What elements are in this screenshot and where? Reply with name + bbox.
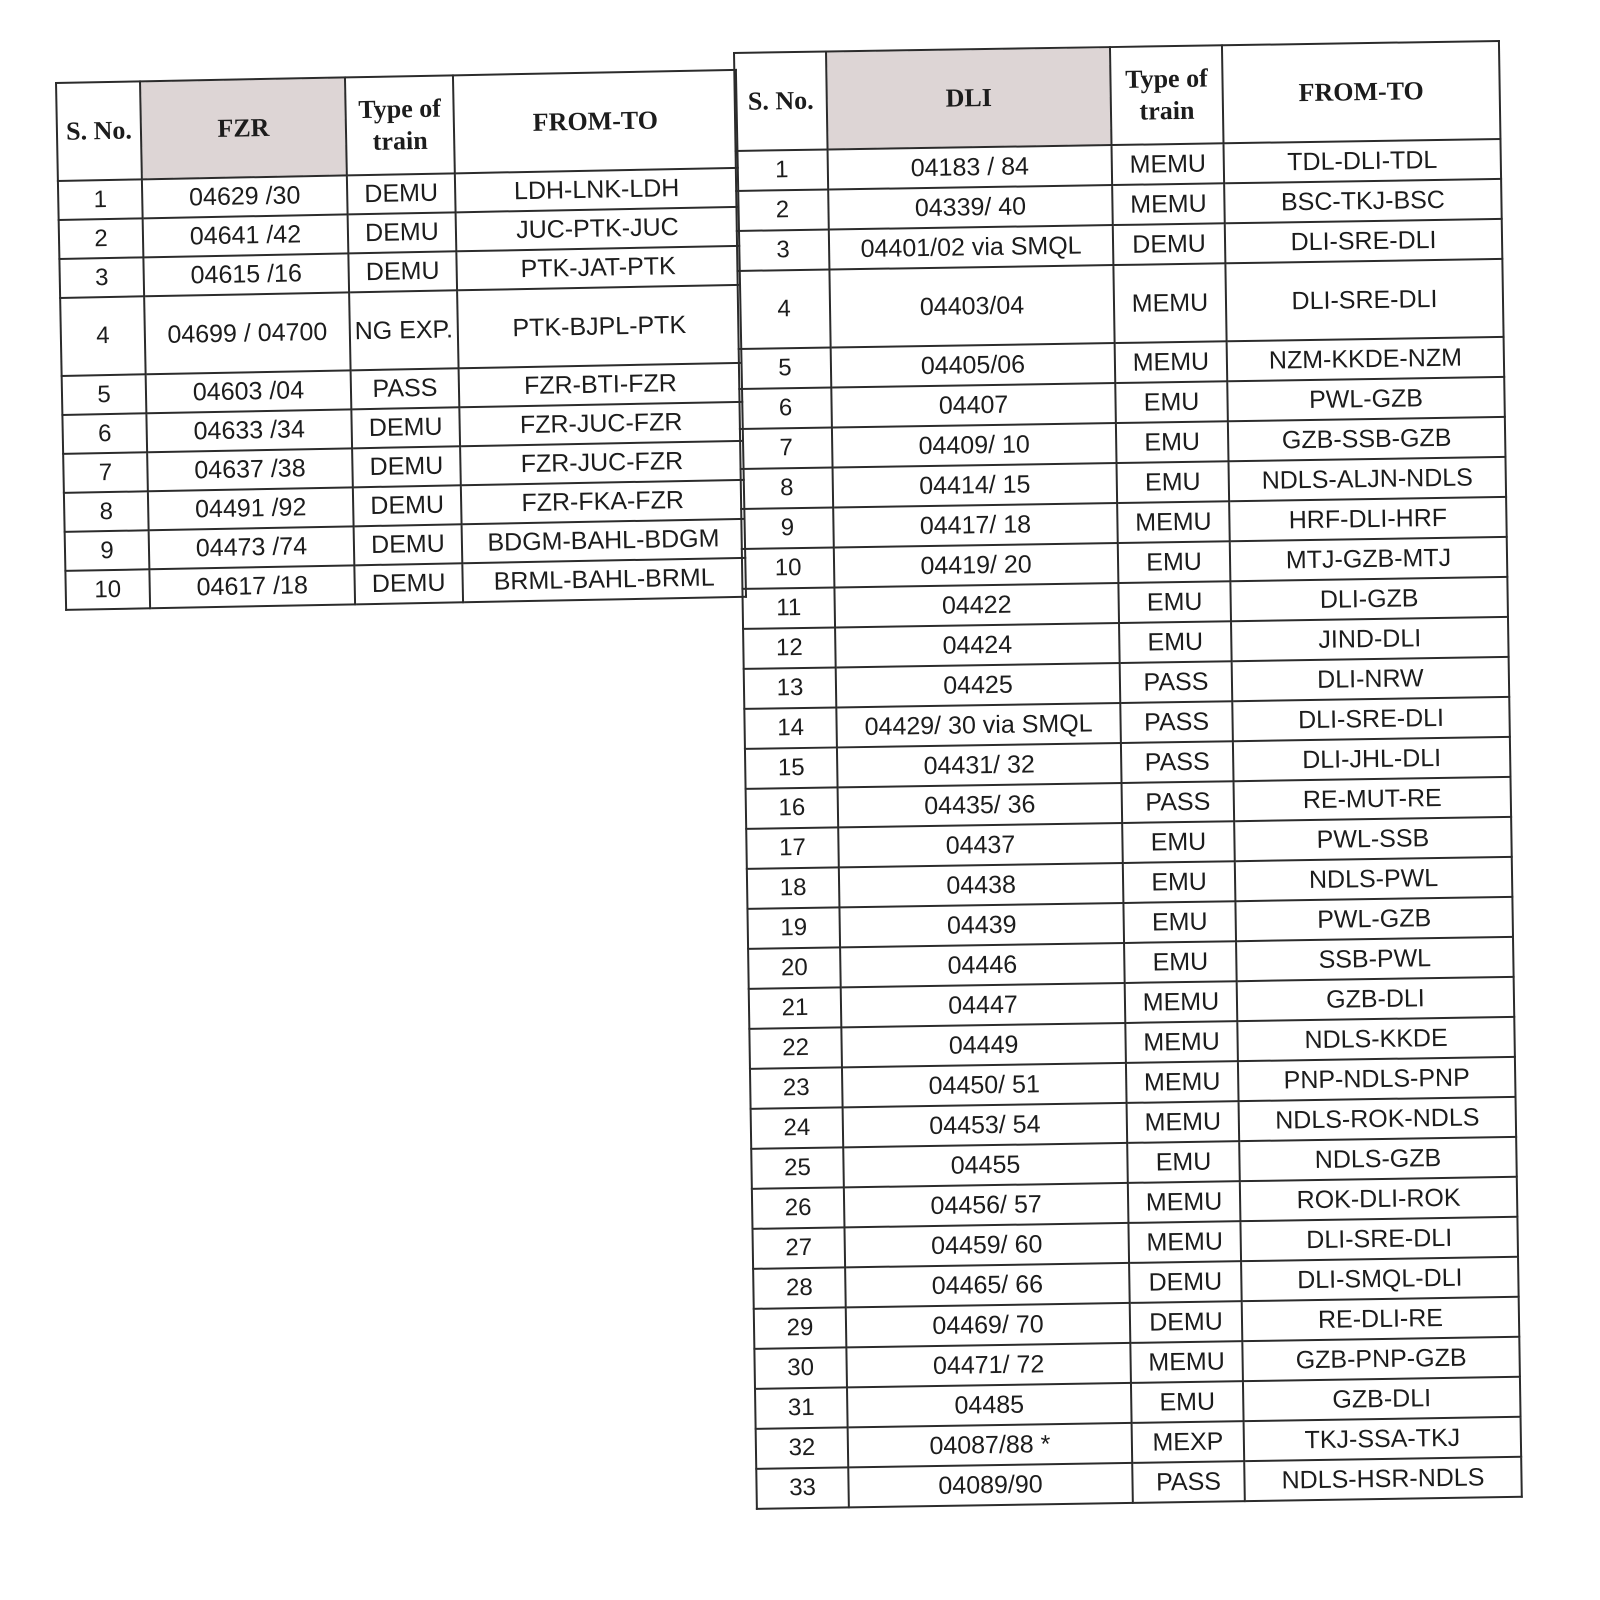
route-cell: BRML-BAHL-BRML [462,558,746,602]
serial-number-cell: 3 [737,230,830,271]
train-number-cell: 04339/ 40 [828,185,1113,229]
serial-number-cell: 1 [736,150,829,191]
train-type-cell: EMU [1124,941,1237,983]
train-number-cell: 04603 /04 [146,370,352,413]
serial-number-cell: 8 [741,467,834,508]
serial-number-cell: 2 [736,190,829,231]
train-number-cell: 04617 /18 [149,565,355,608]
serial-number-cell: 20 [748,947,841,988]
train-type-cell: DEMU [347,173,456,214]
serial-number-cell: 33 [756,1467,849,1508]
train-number-cell: 04473 /74 [149,526,355,569]
route-cell: JUC-PTK-JUC [456,207,740,251]
dli-train-table [733,40,1523,1510]
train-type-cell: MEMU [1128,1221,1241,1263]
route-cell: DLI-SMQL-DLI [1241,1257,1519,1301]
train-type-cell: PASS [1121,741,1234,783]
train-type-cell: PASS [1122,781,1235,823]
train-type-cell: EMU [1123,861,1236,903]
route-cell: DLI-SRE-DLI [1225,259,1503,341]
table-row [60,285,741,376]
serial-number-cell: 13 [744,667,837,708]
fzr-header-sno: S. No. [56,81,142,181]
route-cell: PTK-BJPL-PTK [457,285,741,368]
serial-number-cell: 10 [65,569,150,610]
train-number-cell: 04615 /16 [143,253,349,296]
train-number-cell: 04439 [839,903,1124,947]
train-number-cell: 04629 /30 [142,175,348,218]
train-number-cell: 04425 [836,663,1121,707]
train-number-cell: 04471/ 72 [846,1343,1131,1387]
serial-number-cell: 19 [747,907,840,948]
train-number-cell: 04438 [839,863,1124,907]
dli-header-type: Type of train [1110,45,1224,145]
train-number-cell: 04469/ 70 [846,1303,1131,1347]
route-cell: MTJ-GZB-MTJ [1230,537,1508,581]
route-cell: BDGM-BAHL-BDGM [462,519,746,563]
serial-number-cell: 28 [753,1267,846,1308]
serial-number-cell: 4 [737,270,830,349]
route-cell: NDLS-KKDE [1237,1017,1515,1061]
route-cell: NDLS-HSR-NDLS [1244,1457,1522,1501]
train-type-cell: EMU [1127,1141,1240,1183]
train-number-cell: 04465/ 66 [845,1263,1130,1307]
train-type-cell: MEMU [1128,1181,1241,1223]
serial-number-cell: 30 [754,1347,847,1388]
train-number-cell: 04429/ 30 via SMQL [836,703,1121,747]
route-cell: FZR-JUC-FZR [460,441,744,485]
serial-number-cell: 1 [58,179,143,220]
train-number-cell: 04403/04 [829,265,1114,347]
route-cell: HRF-DLI-HRF [1229,497,1507,541]
train-number-cell: 04456/ 57 [844,1183,1129,1227]
train-type-cell: MEMU [1112,143,1225,185]
dli-header-row [734,41,1500,151]
serial-number-cell: 16 [746,787,839,828]
serial-number-cell: 9 [65,530,150,571]
train-type-cell: EMU [1118,581,1231,623]
serial-number-cell: 29 [754,1307,847,1348]
fzr-header-type: Type of train [345,75,455,175]
train-number-cell: 04491 /92 [148,487,354,530]
route-cell: NDLS-ALJN-NDLS [1228,457,1506,501]
route-cell: GZB-PNP-GZB [1242,1337,1520,1381]
serial-number-cell: 15 [745,747,838,788]
train-number-cell: 04637 /38 [147,448,353,491]
route-cell: DLI-GZB [1230,577,1508,621]
serial-number-cell: 4 [60,296,145,376]
train-number-cell: 04422 [834,583,1119,627]
train-type-cell: DEMU [351,407,460,448]
route-cell: DLI-NRW [1232,657,1510,701]
train-number-cell: 04446 [840,943,1125,987]
train-type-cell: MEMU [1125,1021,1238,1063]
train-type-cell: MEMU [1127,1101,1240,1143]
serial-number-cell: 18 [747,867,840,908]
route-cell: TKJ-SSA-TKJ [1244,1417,1522,1461]
fzr-header-row [56,70,738,181]
route-cell: RE-MUT-RE [1234,777,1512,821]
train-number-cell: 04401/02 via SMQL [829,225,1114,269]
train-number-cell: 04485 [847,1383,1132,1427]
dli-header-division: DLI [826,47,1112,149]
train-number-cell: 04407 [831,383,1116,427]
route-cell: FZR-JUC-FZR [459,402,743,446]
fzr-header-division: FZR [140,77,347,179]
route-cell: NDLS-GZB [1239,1137,1517,1181]
train-type-cell: NG EXP. [349,290,458,370]
train-type-cell: EMU [1118,541,1231,583]
train-number-cell: 04459/ 60 [844,1223,1129,1267]
fzr-train-table [55,69,747,611]
train-number-cell: 04431/ 32 [837,743,1122,787]
train-type-cell: EMU [1131,1381,1244,1423]
route-cell: BSC-TKJ-BSC [1224,179,1502,223]
route-cell: TDL-DLI-TDL [1223,139,1501,183]
train-number-cell: 04435/ 36 [838,783,1123,827]
fzr-header-route: FROM-TO [453,70,738,173]
train-type-cell: DEMU [348,251,457,292]
train-number-cell: 04437 [838,823,1123,867]
route-cell: FZR-FKA-FZR [461,480,745,524]
dli-header-sno: S. No. [734,52,828,151]
serial-number-cell: 14 [744,707,837,748]
route-cell: DLI-SRE-DLI [1232,697,1510,741]
train-number-cell: 04414/ 15 [833,463,1118,507]
route-cell: PWL-SSB [1234,817,1512,861]
route-cell: GZB-SSB-GZB [1228,417,1506,461]
serial-number-cell: 26 [752,1187,845,1228]
route-cell: DLI-SRE-DLI [1240,1217,1518,1261]
route-cell: DLI-SRE-DLI [1225,219,1503,263]
serial-number-cell: 2 [59,218,144,259]
train-type-cell: MEXP [1132,1421,1245,1463]
route-cell: PWL-GZB [1235,897,1513,941]
train-number-cell: 04087/88 * [848,1423,1133,1467]
route-cell: NDLS-ROK-NDLS [1239,1097,1517,1141]
train-number-cell: 04417/ 18 [833,503,1118,547]
train-number-cell: 04455 [843,1143,1128,1187]
serial-number-cell: 3 [59,257,144,298]
train-type-cell: PASS [351,368,460,409]
train-number-cell: 04699 / 04700 [144,292,350,374]
serial-number-cell: 7 [740,427,833,468]
serial-number-cell: 9 [741,507,834,548]
serial-number-cell: 10 [742,547,835,588]
train-type-cell: MEMU [1115,341,1228,383]
train-type-cell: MEMU [1117,501,1230,543]
train-number-cell: 04633 /34 [146,409,352,452]
train-number-cell: 04450/ 51 [842,1063,1127,1107]
serial-number-cell: 12 [743,627,836,668]
train-type-cell: DEMU [352,446,461,487]
train-type-cell: MEMU [1125,981,1238,1023]
route-cell: ROK-DLI-ROK [1240,1177,1518,1221]
train-type-cell: DEMU [1129,1261,1242,1303]
route-cell: RE-DLI-RE [1242,1297,1520,1341]
train-type-cell: DEMU [348,212,457,253]
serial-number-cell: 25 [751,1147,844,1188]
train-type-cell: MEMU [1113,263,1226,343]
train-type-cell: DEMU [354,524,463,565]
serial-number-cell: 7 [63,452,148,493]
train-type-cell: PASS [1132,1461,1245,1503]
serial-number-cell: 32 [756,1427,849,1468]
train-type-cell: EMU [1122,821,1235,863]
route-cell: NDLS-PWL [1235,857,1513,901]
train-number-cell: 04183 / 84 [828,145,1113,189]
train-type-cell: EMU [1123,901,1236,943]
dli-header-route: FROM-TO [1222,41,1501,143]
train-type-cell: PASS [1120,701,1233,743]
train-type-cell: MEMU [1126,1061,1239,1103]
serial-number-cell: 6 [62,413,147,454]
train-type-cell: DEMU [353,485,462,526]
table-row [737,259,1503,349]
train-type-cell: PASS [1120,661,1233,703]
train-number-cell: 04449 [841,1023,1126,1067]
train-number-cell: 04453/ 54 [843,1103,1128,1147]
route-cell: JIND-DLI [1231,617,1509,661]
train-type-cell: MEMU [1130,1341,1243,1383]
train-number-cell: 04424 [835,623,1120,667]
serial-number-cell: 17 [746,827,839,868]
serial-number-cell: 8 [64,491,149,532]
train-number-cell: 04419/ 20 [834,543,1119,587]
train-type-cell: DEMU [1130,1301,1243,1343]
serial-number-cell: 27 [752,1227,845,1268]
train-number-cell: 04405/06 [831,343,1116,387]
serial-number-cell: 24 [751,1107,844,1148]
train-number-cell: 04641 /42 [143,214,349,257]
route-cell: FZR-BTI-FZR [459,363,743,407]
serial-number-cell: 21 [749,987,842,1028]
serial-number-cell: 22 [749,1027,842,1068]
serial-number-cell: 6 [739,387,832,428]
train-number-cell: 04447 [841,983,1126,1027]
route-cell: DLI-JHL-DLI [1233,737,1511,781]
train-type-cell: EMU [1116,421,1229,463]
train-number-cell: 04089/90 [848,1463,1133,1507]
train-type-cell: MEMU [1112,183,1225,225]
route-cell: PTK-JAT-PTK [456,246,740,290]
train-type-cell: DEMU [354,563,463,604]
train-number-cell: 04409/ 10 [832,423,1117,467]
serial-number-cell: 23 [750,1067,843,1108]
route-cell: GZB-DLI [1237,977,1515,1021]
route-cell: NZM-KKDE-NZM [1227,337,1505,381]
route-cell: LDH-LNK-LDH [455,168,739,212]
serial-number-cell: 5 [739,348,832,389]
route-cell: PWL-GZB [1227,377,1505,421]
train-type-cell: EMU [1117,461,1230,503]
serial-number-cell: 31 [755,1387,848,1428]
route-cell: GZB-DLI [1243,1377,1521,1421]
train-type-cell: EMU [1115,381,1228,423]
route-cell: PNP-NDLS-PNP [1238,1057,1516,1101]
serial-number-cell: 11 [742,587,835,628]
serial-number-cell: 5 [62,374,147,415]
train-type-cell: DEMU [1113,223,1226,265]
route-cell: SSB-PWL [1236,937,1514,981]
train-type-cell: EMU [1119,621,1232,663]
